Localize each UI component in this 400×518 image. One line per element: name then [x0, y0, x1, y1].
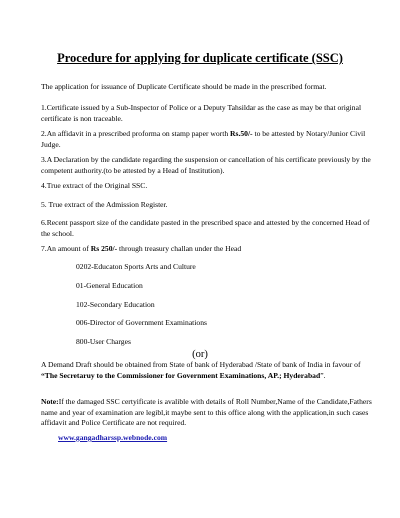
- item-2-text-end: to be attested by Notary/Junior Civil Judge.: [41, 129, 366, 149]
- requirement-item-1: 1.Certificate issued by a Sub-Inspector of Police or a Deputy Tahsildar as the case as may be that original certificate is non traceable.: [41, 103, 362, 123]
- or-separator: (or): [192, 349, 208, 360]
- account-head-4: 006-Director of Government Examinations: [76, 318, 207, 327]
- account-head-2: 01-General Education: [76, 281, 143, 290]
- requirement-item-6: 6.Recent passport size of the candidate pasted in the prescribed space and attested by the concerned Head of the school.: [41, 218, 370, 238]
- note-label: Note:: [41, 397, 59, 406]
- requirement-item-3: 3.A Declaration by the candidate regarding the suspension or cancellation of his certificate previously by the competent authority.(to be attested by a Head of Institution).: [41, 155, 371, 175]
- requirement-item-7: [41, 244, 376, 255]
- requirement-item-2: [41, 129, 376, 150]
- account-head-5: 800-User Charges: [76, 337, 131, 346]
- requirement-item-4: 4.True extract of the Original SSC.: [41, 181, 148, 190]
- account-head-3: 102-Secondary Education: [76, 300, 155, 309]
- note-text: If the damaged SSC certyificate is avalible with details of Roll Number,Name of the Candidate,Fathers name and year of examination are legibl,it maybe sent to this office along with the application,in such cases affidavit and Police Certificate are not required.: [41, 397, 372, 427]
- item-2-text: 2.An affidavit in a prescribed proforma on stamp paper worth: [41, 129, 231, 138]
- item-7-text-end: through treasury challan under the Head: [117, 244, 242, 253]
- intro-paragraph: The application for issuance of Duplicate Certificate should be made in the prescribed format.: [41, 82, 327, 91]
- payee-name: “The Secretaruy to the Commissioner for Government Examinations, AP.; Hyderabad: [41, 370, 321, 380]
- demand-draft-end: ”.: [320, 370, 326, 380]
- item-7-text: 7.An amount of: [41, 244, 91, 253]
- demand-draft-text: A Demand Draft should be obtained from State of bank of Hyderabad /State of bank of India in favour of: [41, 360, 361, 369]
- website-link-text[interactable]: www.gangadharssp.webnode.com: [58, 433, 168, 442]
- requirement-item-5: 5. True extract of the Admission Register.: [41, 200, 168, 209]
- demand-draft-paragraph: [41, 360, 376, 381]
- stamp-paper-amount: Rs.50/-: [230, 129, 253, 138]
- website-link[interactable]: [58, 433, 393, 444]
- account-head-1: 0202-Educaton Sports Arts and Culture: [76, 262, 196, 271]
- page-title: Procedure for applying for duplicate certificate (SSC): [57, 51, 343, 65]
- challan-amount: Rs 250/-: [90, 244, 118, 253]
- note-paragraph: [41, 397, 376, 429]
